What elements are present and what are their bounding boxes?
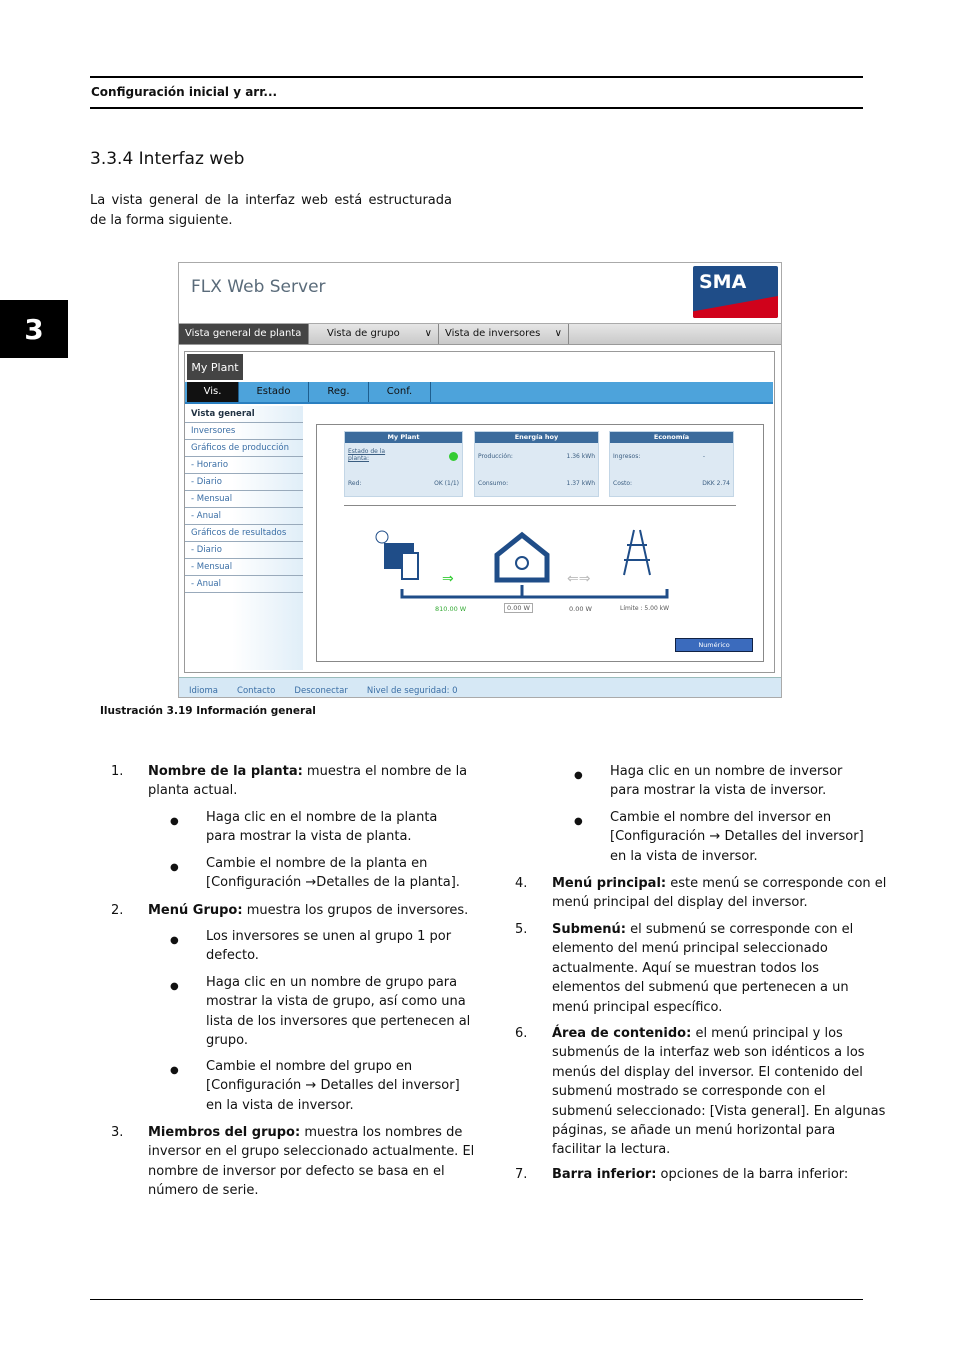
submenu-item[interactable]: Inversores [185,423,303,440]
content-area: My Plant Estado de la planta: Red: OK (1/1) Energía hoy Producción: 1.36 kWh Consumo: 1.37 kWh Economía Ingresos: - Costo: DKK 2.74 ⇒ ⇐⇒ 810.00 W 0.00 W 0.00 W Límite : 5.00 kW Numérico [316,424,764,662]
tab-estado[interactable]: Estado [239,382,309,402]
energy-flow-diagram [372,525,682,615]
chapter-tab: 3 [0,300,68,358]
arrow-right-icon: ⇒ [442,571,454,587]
submenu-item[interactable]: Gráficos de producción [185,440,303,457]
house-icon [497,535,547,580]
submenu-item[interactable]: Gráficos de resultados [185,525,303,542]
language-link[interactable]: Idioma [189,686,218,696]
sma-logo: SMA [693,266,778,318]
header-rule-top [90,76,863,78]
tab-vis[interactable]: Vis. [187,382,239,402]
card-economy: Economía Ingresos: - Costo: DKK 2.74 [609,431,734,497]
grid-tower-icon [624,530,650,575]
nav-group-view[interactable]: Vista de grupo ∨ [309,324,439,344]
card-energy: Energía hoy Producción: 1.36 kWh Consumo: 1.37 kWh [474,431,599,497]
intro-paragraph: La vista general de la interfaz web está estructurada de la forma siguiente. [90,193,452,228]
plant-tab[interactable]: My Plant [187,354,243,380]
chevron-down-icon: ∨ [424,328,432,339]
submenu-item[interactable]: - Mensual [185,559,303,576]
tab-conf[interactable]: Conf. [369,382,431,402]
header-rule-bottom [90,107,863,109]
bottom-bar [179,677,781,698]
numeric-button[interactable]: Numérico [675,638,753,652]
main-menu [185,382,773,404]
security-level: Nivel de seguridad: 0 [366,686,458,696]
submenu-item[interactable]: - Diario [185,474,303,491]
running-header: Configuración inicial y arr... [91,85,278,99]
arrow-both-icon: ⇐⇒ [567,571,591,587]
submenu-item[interactable]: - Anual [185,576,303,593]
status-led-icon [449,452,458,461]
top-nav [179,323,781,345]
tab-reg[interactable]: Reg. [309,382,369,402]
solar-panel-icon [376,531,418,579]
nav-inverter-view[interactable]: Vista de inversores ∨ [439,324,569,344]
web-interface-screenshot [178,262,782,698]
contact-link[interactable]: Contacto [237,686,276,696]
nav-plant-view[interactable]: Vista general de planta [179,324,309,344]
submenu-item[interactable]: - Mensual [185,491,303,508]
card-plant: My Plant Estado de la planta: Red: OK (1/1) [344,431,463,497]
submenu-item[interactable]: - Diario [185,542,303,559]
logout-link[interactable]: Desconectar [294,686,348,696]
submenu-item[interactable]: Vista general [185,406,303,423]
submenu-item[interactable]: - Anual [185,508,303,525]
submenu-item[interactable]: - Horario [185,457,303,474]
chevron-down-icon: ∨ [554,328,562,339]
footer-rule [90,1299,863,1300]
figure-caption: Ilustración 3.19 Información general [100,705,316,717]
main-panel [184,351,775,673]
section-title: 3.3.4 Interfaz web [90,149,245,169]
brand-title: FLX Web Server [191,277,326,297]
submenu [185,406,303,670]
